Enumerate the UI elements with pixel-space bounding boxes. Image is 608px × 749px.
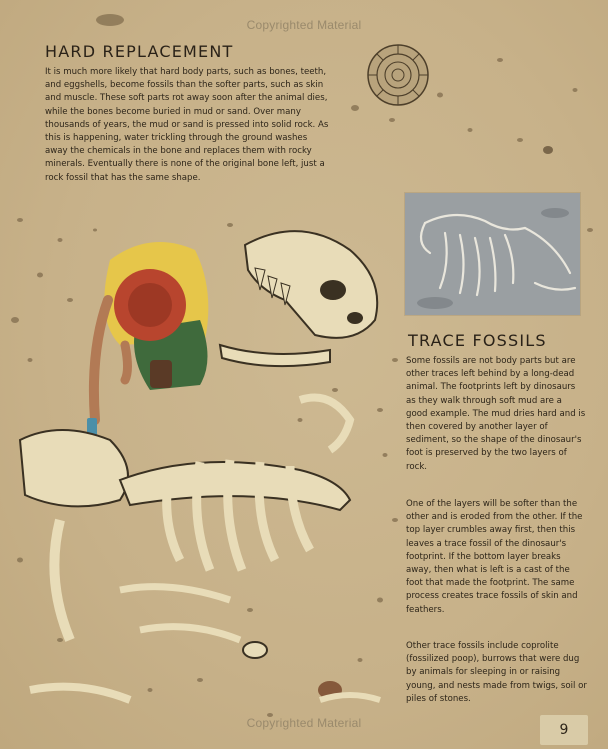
copyright-watermark-bottom: Copyrighted Material	[246, 716, 362, 730]
ammonite-fossil-icon	[368, 45, 428, 105]
copyright-watermark-top: Copyrighted Material	[246, 18, 362, 32]
fossil-photo	[405, 193, 580, 315]
page-number: 9	[540, 715, 588, 745]
hard-replacement-text	[45, 66, 330, 185]
dinosaur-skeleton-fossil	[20, 398, 380, 701]
hard-replacement-heading: HARD REPLACEMENT	[45, 42, 234, 61]
trace-fossils-paragraph-3	[406, 640, 588, 706]
trace-fossils-paragraph-2	[406, 498, 588, 617]
trace-paragraph-text: Some fossils are not body parts but are other traces left behind by a long-dead animal. The footprints left by dinosaurs as they walk through soft mud are a good example. The mud dries hard and is then covered by another layer of sediment, so the shape of the dinosaur's foot is preserved by the two layers of rock.	[406, 356, 586, 472]
paleontologist-figure	[87, 242, 208, 438]
trace-paragraph-text: One of the layers will be softer than the other and is eroded from the other. If the top layer crumbles away first, then this leaves a trace fossil of the dinosaur's footprint. If the bottom layer breaks away, then what is left is a cast of the foot that made the footprint. The same process creates trace fossils of skin and feathers.	[406, 499, 583, 615]
trace-fossils-heading: TRACE FOSSILS	[408, 331, 547, 350]
trace-fossils-paragraph-1	[406, 355, 586, 474]
trace-paragraph-text: Other trace fossils include coprolite (fossilized poop), burrows that were dug by animals for sleeping in or raising young, and nests made from twigs, soil or piles of stones.	[406, 641, 587, 704]
dinosaur-skull-fossil	[220, 231, 377, 366]
fossil-skeleton-photo-image	[405, 193, 580, 315]
hard-replacement-paragraph: It is much more likely that hard body parts, such as bones, teeth, and eggshells, become fossils than the softer parts, such as skin and muscle. These soft parts rot away soon after the animal dies, while the bones become buried in mud or sand. Over many thousands of years, the mud or sand is pressed into solid rock. As this is happening, water trickling through the ground washes away the chemicals in the bone and replaces them with rocky minerals. Eventually there is none of the original bone left, just a rock fossil that has the same shape.	[45, 67, 329, 183]
